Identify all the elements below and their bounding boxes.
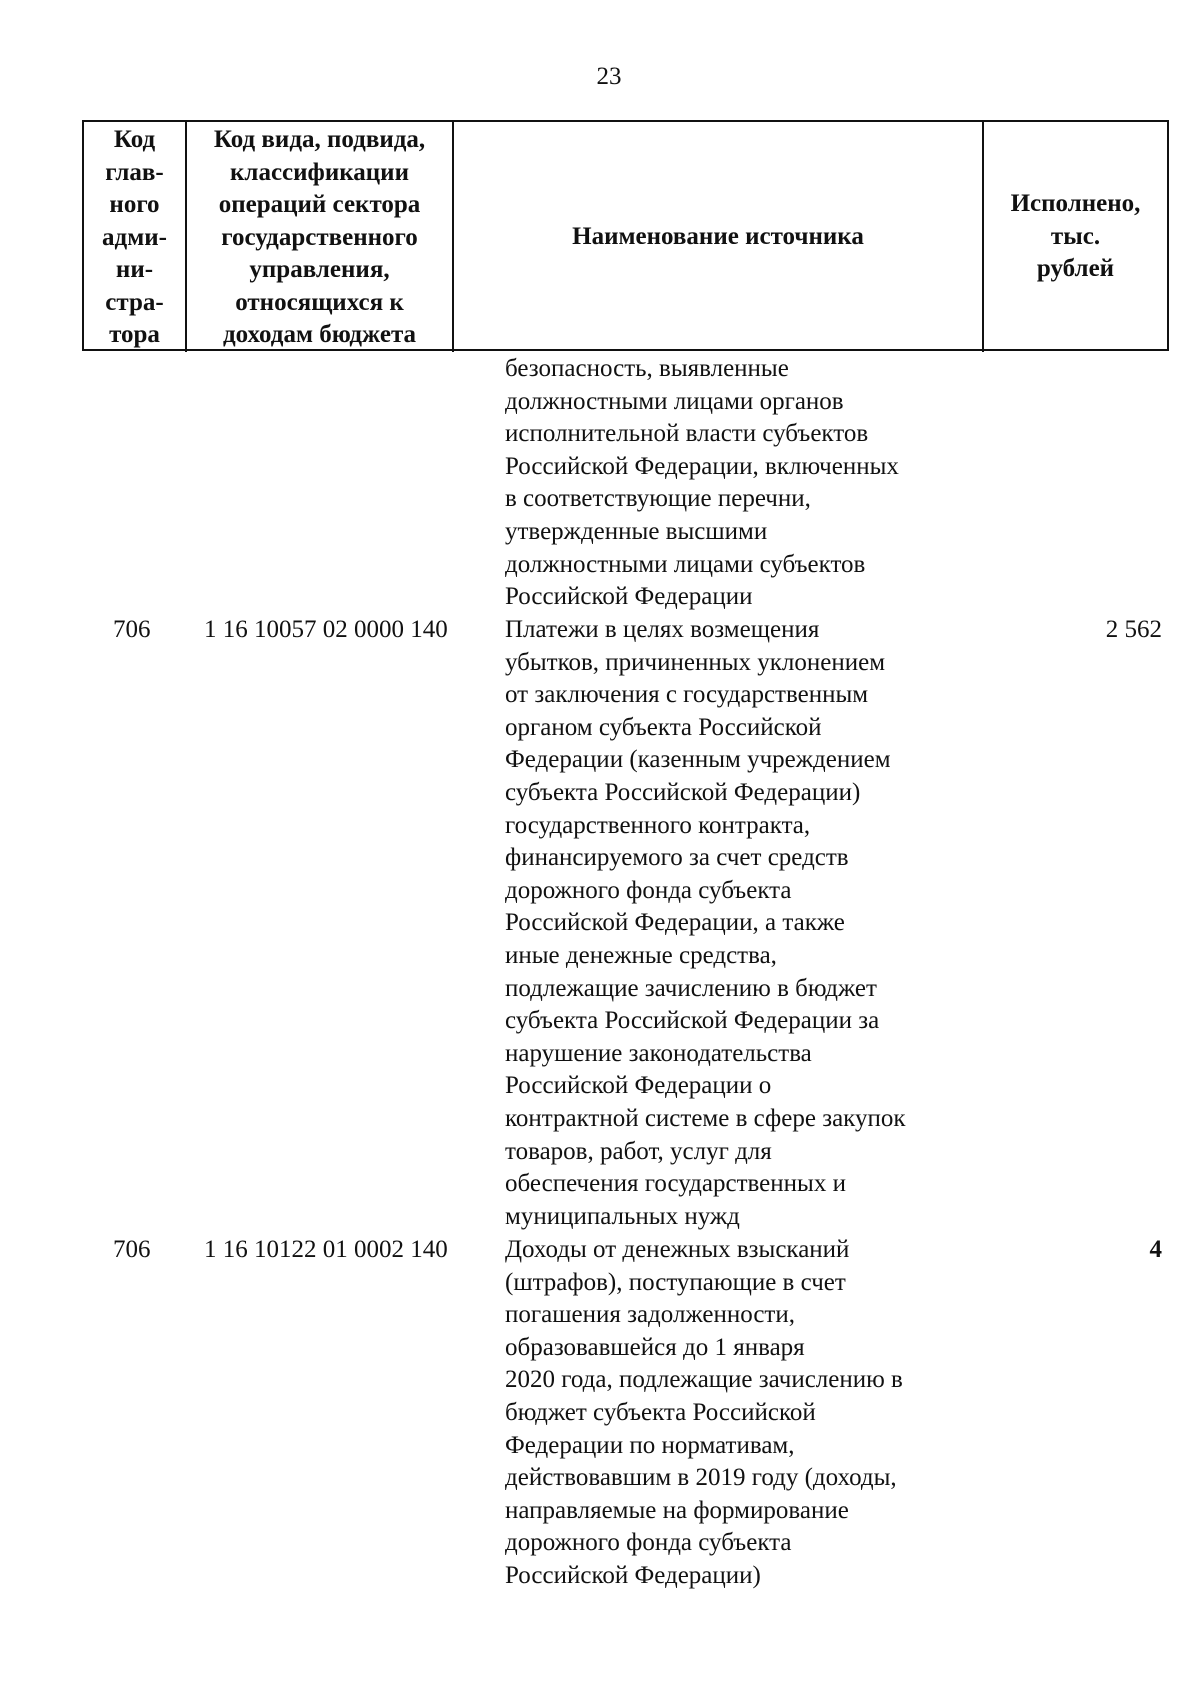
row-1-admin-code: 706 [113, 616, 151, 643]
page-number: 23 [596, 63, 622, 90]
row-1-source-name: Платежи в целях возмещения убытков, причиненных уклонением от заключения с государственным органом субъекта Российской Федерации (казенным учреждением субъекта Российской Федерации) государственного контракта, финансируемого за счет средств дорожного фонда субъекта Российской Федерации, а также иные денежные средства, подлежащие зачислению в бюджет субъекта Российской Федерации за нарушение законодательства Российской Федерации о контрактной системе в сфере закупок товаров, работ, услуг для обеспечения государственных и муниципальных нужд [505, 616, 906, 1230]
continued-source-name: безопасность, выявленные должностными лицами органов исполнительной власти субъектов Российской Федерации, включенных в соответствующие перечни, утвержденные высшими должностными лицами субъектов Российской Федерации [505, 355, 899, 611]
row-1-classification-code: 1 16 10057 02 0000 140 [204, 616, 448, 643]
row-2-source-name: Доходы от денежных взысканий (штрафов), поступающие в счет погашения задолженности, образовавшейся до 1 января 2020 года, подлежащие зачислению в бюджет субъекта Российской Федерации по нормативам, действовавшим в 2019 году (доходы, направляемые на формирование дорожного фонда субъекта Российской Федерации) [505, 1236, 903, 1589]
row-1-amount: 2 562 [1105, 616, 1162, 643]
header-classification-code: Код вида, подвида, классификации операций сектора государственного управления, относящихся к доходам бюджета [187, 122, 454, 352]
row-2-classification-code: 1 16 10122 01 0002 140 [204, 1236, 448, 1263]
row-2-amount: 4 [1149, 1236, 1162, 1263]
header-admin-code: Код глав- ного адми- ни- стра- тора [84, 122, 187, 352]
header-executed-amount: Исполнено, тыс. рублей [1010, 190, 1141, 282]
table-header [82, 120, 1169, 351]
row-2-admin-code: 706 [113, 1236, 151, 1263]
header-source-name: Наименование источника [454, 122, 984, 352]
